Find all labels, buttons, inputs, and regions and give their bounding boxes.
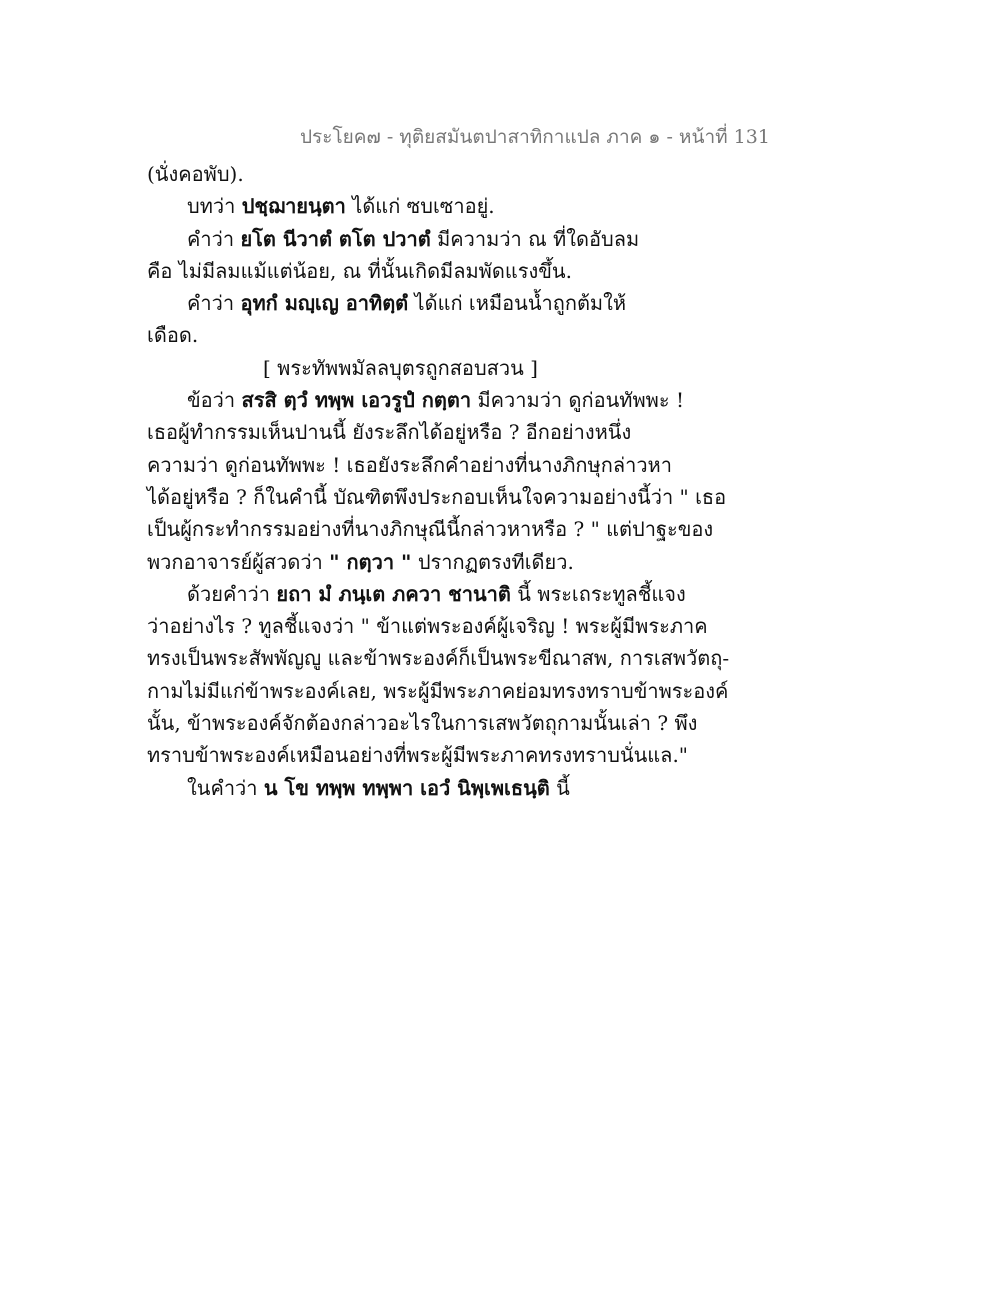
- text-line: [147, 707, 707, 739]
- text-segment: คำว่า: [187, 226, 241, 251]
- text-segment: พวกอาจารย์ผู้สวดว่า: [147, 549, 330, 574]
- text-segment: ในคำว่า: [187, 775, 264, 800]
- text-line: [147, 287, 707, 319]
- text-line: [147, 449, 707, 481]
- text-line: [147, 772, 707, 804]
- text-segment: ได้แก่ เหมือนน้ำถูกต้มให้: [408, 291, 627, 316]
- page-header: ประโยค๗ - ทุติยสมันตปาสาทิกาแปล ภาค ๑ - หน้าที่ 131: [300, 126, 770, 148]
- text-segment: เดือด.: [147, 323, 199, 348]
- text-segment: นั้น, ข้าพระองค์จักต้องกล่าวอะไรในการเสพวัตถุกามนั้นเล่า ? พึง: [147, 711, 698, 736]
- text-line: [147, 416, 707, 448]
- text-line: [147, 546, 707, 578]
- text-segment: คือ ไม่มีลมแม้แต่น้อย, ณ ที่นั้นเกิดมีลมพัดแรงขึ้น.: [147, 258, 572, 283]
- text-line: [147, 481, 727, 513]
- text-segment: เป็นผู้กระทำกรรมอย่างที่นางภิกษุณีนี้กล่าวหาหรือ ? " แต่ปาฐะของ: [147, 517, 714, 542]
- text-line: [147, 319, 707, 351]
- text-segment: นี้ พระเถระทูลชี้แจง: [510, 581, 686, 606]
- text-segment: นี้: [549, 775, 570, 800]
- text-segment: ด้วยคำว่า: [187, 581, 277, 606]
- text-segment: ว่าอย่างไร ? ทูลชี้แจงว่า " ข้าแต่พระองค์ผู้เจริญ ! พระผู้มีพระภาค: [147, 614, 708, 639]
- pali-term: น โข ทพฺพ ทพฺพา เอวํ นิพฺเพเธนฺติ: [263, 775, 550, 800]
- text-line: [147, 739, 707, 771]
- text-line: [147, 610, 707, 642]
- text-line: [147, 675, 729, 707]
- text-line: [147, 642, 730, 674]
- text-segment: ทราบข้าพระองค์เหมือนอย่างที่พระผู้มีพระภาคทรงทราบนั่นแล.": [147, 743, 688, 768]
- text-segment: ความว่า ดูก่อนทัพพะ ! เธอยังระลึกคำอย่างที่นางภิกษุกล่าวหา: [147, 452, 672, 477]
- text-segment: ข้อว่า: [187, 388, 242, 413]
- text-segment: ทรงเป็นพระสัพพัญญู และข้าพระองค์ก็เป็นพระขีณาสพ, การเสพวัตถุ-: [147, 646, 730, 671]
- text-segment: ได้แก่ ซบเซาอยู่.: [345, 194, 495, 219]
- text-segment: มีความว่า ณ ที่ใดอับลม: [430, 226, 640, 251]
- pali-term: สรสิ ตฺวํ ทพฺพ เอวรูปํ กตฺตา: [241, 388, 472, 413]
- text-segment: คำว่า: [187, 291, 241, 316]
- text-line: [147, 158, 707, 190]
- pali-term: ยโต นีวาตํ ตโต ปวาตํ: [240, 226, 431, 251]
- pali-term: ปชฺฌายนฺตา: [241, 194, 346, 219]
- text-line: [147, 223, 707, 255]
- pali-term: อุทกํ มญฺเญ อาทิตฺตํ: [240, 291, 409, 316]
- section-heading: [147, 352, 707, 384]
- text-line: [147, 513, 714, 545]
- text-segment: ปรากฏตรงทีเดียว.: [411, 549, 574, 574]
- text-segment: กามไม่มีแก่ข้าพระองค์เลย, พระผู้มีพระภาคย่อมทรงทราบข้าพระองค์: [147, 678, 729, 703]
- pali-term: ยถา มํ ภนฺเต ภควา ชานาติ: [276, 581, 511, 606]
- text-segment: มีความว่า ดูก่อนทัพพะ !: [471, 388, 684, 413]
- text-segment: บทว่า: [187, 194, 242, 219]
- pali-term: " กตฺวา ": [329, 549, 412, 574]
- text-line: [147, 384, 707, 416]
- text-segment: [ พระทัพพมัลลบุตรถูกสอบสวน ]: [263, 355, 538, 380]
- text-line: [147, 578, 707, 610]
- body-text: [147, 158, 730, 804]
- text-segment: (นั่งคอพับ).: [147, 162, 244, 186]
- text-line: [147, 190, 707, 222]
- text-segment: ได้อยู่หรือ ? ก็ในคำนี้ บัณฑิตพึงประกอบเห็นใจความอย่างนี้ว่า " เธอ: [147, 484, 727, 509]
- text-line: [147, 255, 707, 287]
- text-segment: เธอผู้ทำกรรมเห็นปานนี้ ยังระลึกได้อยู่หรือ ? อีกอย่างหนึ่ง: [147, 420, 632, 445]
